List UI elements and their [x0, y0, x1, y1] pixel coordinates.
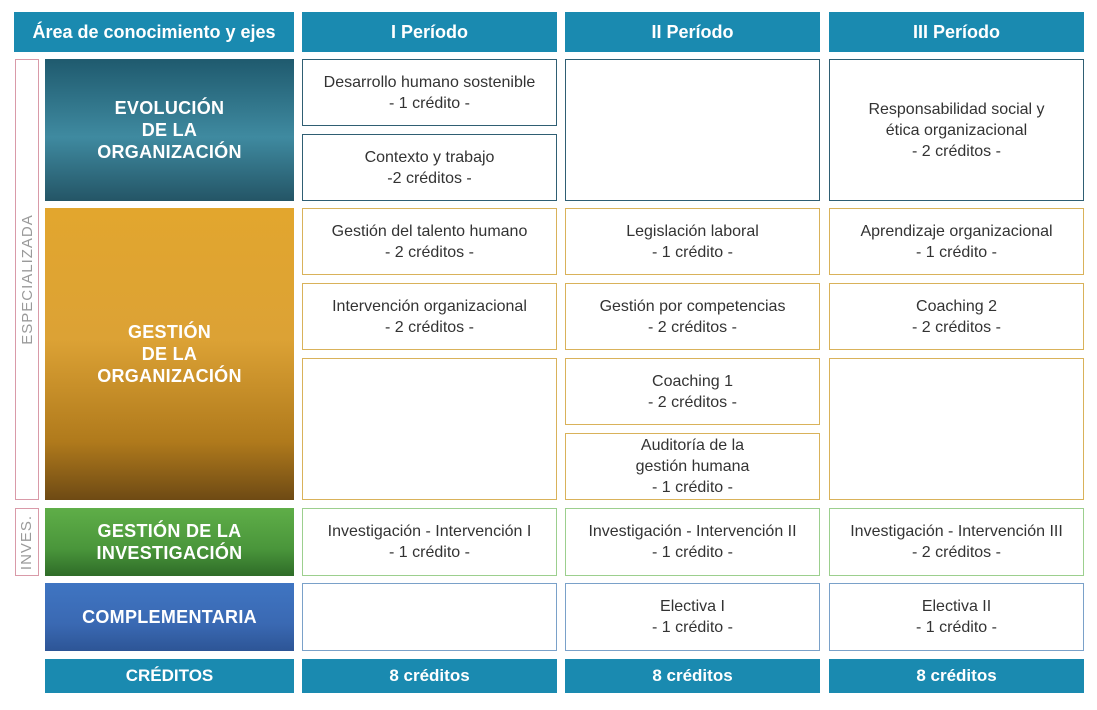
course-name: Intervención organizacional [332, 297, 527, 315]
course-name: Auditoría de la gestión humana [635, 437, 750, 475]
course-responsabilidad-social [829, 59, 1084, 201]
empty-cell-gestion-p1 [302, 358, 557, 500]
course-investigacion-1 [302, 508, 557, 576]
course-desarrollo-humano [302, 59, 557, 126]
course-credits: - 1 crédito - [916, 243, 997, 261]
header-period-3: III Período [829, 12, 1084, 52]
course-name: Investigación - Intervención III [850, 523, 1063, 540]
course-contexto-trabajo [302, 134, 557, 201]
course-credits: - 1 crédito - [916, 619, 997, 636]
course-credits: - 2 créditos - [385, 318, 474, 336]
course-name: Gestión del talento humano [331, 222, 528, 240]
course-credits: - 1 crédito - [652, 619, 733, 636]
side-label-investigacion [15, 508, 39, 576]
course-electiva-1 [565, 583, 820, 651]
course-legislacion-laboral [565, 208, 820, 275]
course-credits: - 1 crédito - [652, 544, 733, 561]
course-gestion-competencias [565, 283, 820, 350]
course-name: Investigación - Intervención I [327, 523, 532, 540]
footer-creditos-period-1: 8 créditos [302, 659, 557, 693]
course-name: Electiva II [921, 598, 992, 615]
course-name: Coaching 2 [916, 297, 997, 315]
course-credits: - 2 créditos - [648, 393, 737, 411]
course-electiva-2 [829, 583, 1084, 651]
course-credits: - 2 créditos - [385, 243, 474, 261]
course-talento-humano [302, 208, 557, 275]
course-credits: - 1 crédito - [652, 479, 733, 496]
course-intervencion-organizacional [302, 283, 557, 350]
course-investigacion-3 [829, 508, 1084, 576]
course-name: Desarrollo humano sostenible [323, 73, 536, 91]
course-coaching-2 [829, 283, 1084, 350]
course-coaching-1 [565, 358, 820, 425]
area-complementaria: COMPLEMENTARIA [45, 583, 294, 651]
footer-creditos-label: CRÉDITOS [45, 659, 294, 693]
side-label-especializada-text: ESPECIALIZADA [18, 214, 36, 345]
course-auditoria [565, 433, 820, 500]
footer-creditos-period-2: 8 créditos [565, 659, 820, 693]
course-name: Coaching 1 [652, 372, 733, 390]
empty-cell-complementaria-p1 [302, 583, 557, 651]
side-label-investigacion-text: INVES. [18, 514, 36, 570]
course-name: Gestión por competencias [599, 297, 786, 315]
area-gestion-organizacion: GESTIÓN DE LA ORGANIZACIÓN [45, 208, 294, 500]
course-name: Aprendizaje organizacional [860, 222, 1053, 240]
course-credits: - 2 créditos - [912, 318, 1001, 336]
course-name: Electiva I [660, 598, 725, 615]
side-label-especializada [15, 59, 39, 500]
area-gestion-investigacion: GESTIÓN DE LA INVESTIGACIÓN [45, 508, 294, 576]
course-credits: - 1 crédito - [389, 94, 470, 112]
course-credits: - 2 créditos - [912, 142, 1001, 160]
course-name: Responsabilidad social y ética organizacional [868, 100, 1045, 139]
empty-cell-evolucion-p2 [565, 59, 820, 201]
course-credits: - 1 crédito - [389, 544, 470, 561]
course-credits: -2 créditos - [387, 169, 472, 187]
header-period-1: I Período [302, 12, 557, 52]
course-name: Legislación laboral [626, 222, 759, 240]
area-evolucion-organizacion: EVOLUCIÓN DE LA ORGANIZACIÓN [45, 59, 294, 201]
course-name: Contexto y trabajo [364, 148, 495, 166]
header-area-label: Área de conocimiento y ejes [14, 12, 294, 52]
footer-creditos-period-3: 8 créditos [829, 659, 1084, 693]
course-credits: - 2 créditos - [648, 318, 737, 336]
course-credits: - 1 crédito - [652, 243, 733, 261]
header-period-2: II Período [565, 12, 820, 52]
course-name: Investigación - Intervención II [588, 523, 797, 540]
course-credits: - 2 créditos - [912, 544, 1001, 561]
empty-cell-gestion-p3 [829, 358, 1084, 500]
course-aprendizaje-organizacional [829, 208, 1084, 275]
course-investigacion-2 [565, 508, 820, 576]
